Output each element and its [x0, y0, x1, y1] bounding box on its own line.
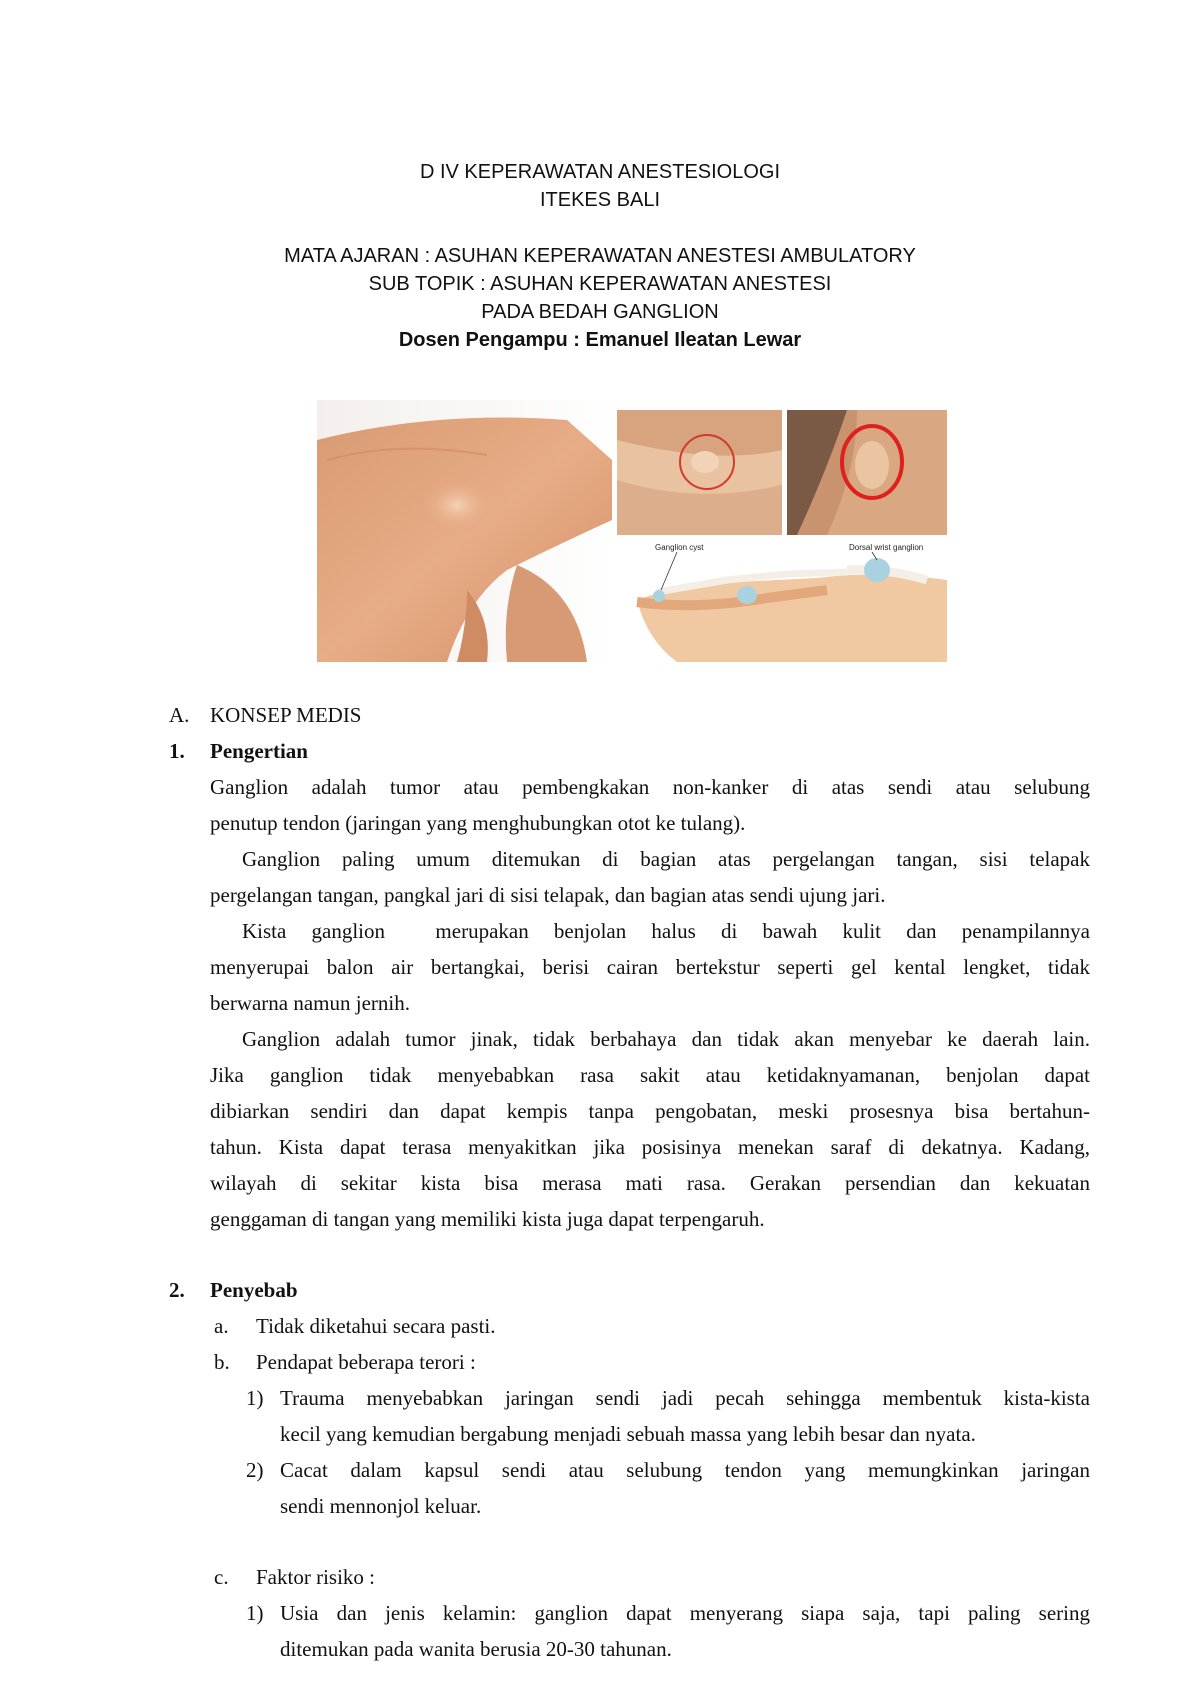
penyebab-title: Penyebab	[210, 1278, 298, 1302]
penyebab-b2-line: sendi mennonjol keluar.	[280, 1494, 482, 1518]
pengertian-line: Ganglion adalah tumor jinak, tidak berbahaya dan tidak akan menyebar ke daerah lain.	[242, 1027, 1090, 1051]
pengertian-line: penutup tendon (jaringan yang menghubungkan otot ke tulang).	[210, 811, 746, 835]
wrist-photo-red-circle	[787, 410, 947, 535]
penyebab-b-text: Pendapat beberapa terori :	[256, 1350, 476, 1374]
penyebab-b1-line: kecil yang kemudian bergabung menjadi sebuah massa yang lebih besar dan nyata.	[280, 1422, 976, 1446]
penyebab-b1-label: 1)	[246, 1386, 264, 1410]
pengertian-line: genggaman di tangan yang memiliki kista juga dapat terpengaruh.	[210, 1207, 765, 1231]
header-institution: ITEKES BALI	[539, 189, 661, 211]
penyebab-b2-label: 2)	[246, 1458, 264, 1482]
penyebab-a-text: Tidak diketahui secara pasti.	[256, 1314, 496, 1338]
header-program: D IV KEPERAWATAN ANESTESIOLOGI	[419, 161, 781, 183]
pengertian-line: dibiarkan sendiri dan dapat kempis tanpa pengobatan, meski prosesnya bisa bertahun-	[210, 1099, 1090, 1123]
pengertian-line: Jika ganglion tidak menyebabkan rasa sakit atau ketidaknyamanan, benjolan dapat	[210, 1063, 1090, 1087]
document-header	[160, 158, 1040, 354]
penyebab-a-label: a.	[214, 1314, 229, 1338]
pengertian-line: berwarna namun jernih.	[210, 991, 411, 1015]
header-subtopic-cont: PADA BEDAH GANGLION	[481, 301, 719, 323]
pengertian-line: Kista ganglion merupakan benjolan halus di bawah kulit dan penampilannya	[242, 919, 1090, 943]
penyebab-c1-line: ditemukan pada wanita berusia 20-30 tahunan.	[280, 1637, 672, 1661]
pengertian-line: tahun. Kista dapat terasa menyakitkan jika posisinya menekan saraf di dekatnya. Kadang,	[210, 1135, 1090, 1159]
penyebab-b1-line: Trauma menyebabkan jaringan sendi jadi pecah sehingga membentuk kista-kista	[280, 1386, 1090, 1410]
pengertian-line: pergelangan tangan, pangkal jari di sisi telapak, dan bagian atas sendi ujung jari.	[210, 883, 886, 907]
penyebab-c-label: c.	[214, 1565, 229, 1589]
penyebab-c-text: Faktor risiko :	[256, 1565, 375, 1589]
label-ganglion-cyst: Ganglion cyst	[655, 543, 704, 552]
hand-photo	[317, 400, 612, 662]
penyebab-c1-line: Usia dan jenis kelamin: ganglion dapat menyerang siapa saja, tapi paling sering	[280, 1601, 1090, 1625]
section-a-title: KONSEP MEDIS	[210, 703, 362, 727]
wrist-photo-circled	[617, 410, 782, 535]
header-course: MATA AJARAN : ASUHAN KEPERAWATAN ANESTESI AMBULATORY	[284, 245, 916, 267]
penyebab-number: 2.	[169, 1278, 185, 1302]
pengertian-line: wilayah di sekitar kista bisa merasa mati rasa. Gerakan persendian dan kekuatan	[210, 1171, 1090, 1195]
penyebab-b-label: b.	[214, 1350, 230, 1374]
header-subtopic: SUB TOPIK : ASUHAN KEPERAWATAN ANESTESI	[368, 273, 832, 295]
pengertian-title: Pengertian	[210, 739, 308, 763]
ganglion-figure	[317, 400, 947, 662]
label-dorsal-wrist-ganglion: Dorsal wrist ganglion	[849, 543, 924, 552]
header-lecturer: Dosen Pengampu : Emanuel Ileatan Lewar	[398, 329, 802, 351]
penyebab-b2-line: Cacat dalam kapsul sendi atau selubung tendon yang memungkinkan jaringan	[280, 1458, 1090, 1482]
pengertian-line: Ganglion paling umum ditemukan di bagian atas pergelangan tangan, sisi telapak	[242, 847, 1090, 871]
penyebab-c1-label: 1)	[246, 1601, 264, 1625]
hand-anatomy-diagram	[617, 540, 947, 662]
pengertian-line: menyerupai balon air bertangkai, berisi cairan bertekstur seperti gel kental lengket, tidak	[210, 955, 1090, 979]
section-a-letter: A.	[169, 703, 190, 727]
pengertian-number: 1.	[169, 739, 185, 763]
pengertian-line: Ganglion adalah tumor atau pembengkakan non-kanker di atas sendi atau selubung	[210, 775, 1090, 799]
